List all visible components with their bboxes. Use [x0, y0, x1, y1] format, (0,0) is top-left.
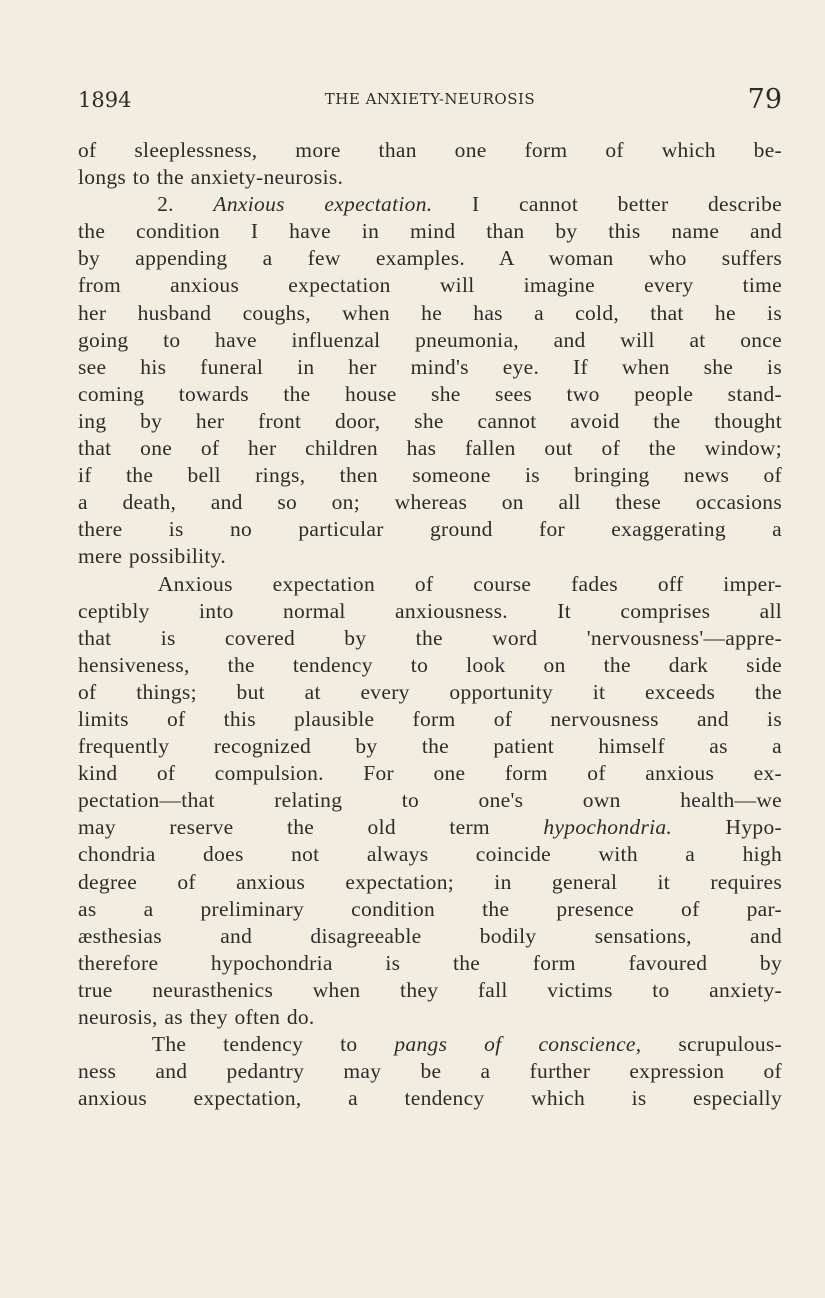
text-line — [78, 1085, 782, 1112]
text-segment: ceptibly into normal anxiousness. It comprises all — [78, 598, 782, 623]
italic-text: pangs of conscience, — [394, 1032, 642, 1057]
text-segment: neurosis, as they often do. — [78, 1005, 315, 1029]
text-segment: therefore hypochondria is the form favoured by — [78, 950, 782, 975]
text-line — [78, 191, 782, 218]
text-segment: anxious expectation, a tendency which is especially — [78, 1086, 782, 1111]
text-segment: if the bell rings, then someone is bringing news of — [78, 463, 782, 488]
text-segment: Anxious expectation of course fades off imper- — [78, 571, 782, 596]
page-number: 79 — [747, 84, 782, 115]
text-line — [78, 245, 782, 272]
text-line — [78, 137, 782, 164]
text-line — [78, 218, 782, 245]
text-segment: the condition I have in mind than by this name and — [78, 219, 782, 244]
text-line — [78, 408, 782, 435]
text-segment: of things; but at every opportunity it exceeds the — [78, 679, 782, 704]
italic-text: hypochondria. — [543, 815, 673, 840]
text-line — [78, 462, 782, 489]
text-line — [78, 1004, 782, 1031]
text-line — [78, 706, 782, 733]
text-segment: a death, and so on; whereas on all these occasions — [78, 490, 782, 515]
text-segment: 2. — [78, 192, 214, 217]
header-year: 1894 — [78, 88, 132, 112]
text-segment: ness and pedantry may be a further expression of — [78, 1059, 782, 1084]
text-line — [78, 787, 782, 814]
text-segment: there is no particular ground for exaggerating a — [78, 517, 782, 542]
text-segment: as a preliminary condition the presence of par- — [78, 896, 782, 921]
text-line — [78, 652, 782, 679]
text-line — [78, 543, 782, 570]
text-line — [78, 489, 782, 516]
text-segment: I cannot better describe — [432, 192, 783, 217]
text-segment: Hypo- — [672, 815, 782, 840]
text-line — [78, 896, 782, 923]
text-line — [78, 381, 782, 408]
text-line — [78, 327, 782, 354]
text-segment: æsthesias and disagreeable bodily sensations, and — [78, 923, 782, 948]
text-segment: chondria does not always coincide with a high — [78, 842, 782, 867]
body-text — [78, 137, 782, 1112]
text-line — [78, 1031, 782, 1058]
text-segment: of sleeplessness, more than one form of which be- — [78, 138, 782, 162]
text-segment: pectation—that relating to one's own health—we — [78, 788, 782, 813]
text-line — [78, 760, 782, 787]
text-line — [78, 841, 782, 868]
text-line — [78, 598, 782, 625]
text-segment: from anxious expectation will imagine every time — [78, 273, 782, 298]
text-line — [78, 950, 782, 977]
text-segment: may reserve the old term — [78, 815, 544, 840]
text-segment: that one of her children has fallen out of the window; — [78, 436, 782, 461]
text-line — [78, 679, 782, 706]
text-segment: her husband coughs, when he has a cold, that he is — [78, 300, 782, 325]
text-line — [78, 1058, 782, 1085]
text-segment: The tendency to — [78, 1032, 395, 1057]
italic-text: Anxious expectation. — [213, 192, 433, 217]
text-line — [78, 300, 782, 327]
text-line — [78, 272, 782, 299]
text-line — [78, 354, 782, 381]
text-segment: limits of this plausible form of nervousness and is — [78, 706, 782, 731]
text-line — [78, 814, 782, 841]
text-line — [78, 164, 782, 191]
text-segment: see his funeral in her mind's eye. If when she is — [78, 354, 782, 379]
text-segment: scrupulous- — [641, 1032, 782, 1057]
text-segment: degree of anxious expectation; in general it requires — [78, 869, 782, 894]
text-line — [78, 733, 782, 760]
text-segment: coming towards the house she sees two people stand- — [78, 381, 782, 406]
text-segment: ing by her front door, she cannot avoid the thought — [78, 408, 782, 433]
text-line — [78, 435, 782, 462]
text-segment: longs to the anxiety-neurosis. — [78, 165, 344, 190]
text-segment: true neurasthenics when they fall victims to anxiety- — [78, 977, 782, 1002]
text-line — [78, 869, 782, 896]
text-segment: mere possibility. — [78, 544, 227, 569]
text-segment: going to have influenzal pneumonia, and will at once — [78, 327, 782, 352]
text-line — [78, 625, 782, 652]
text-segment: kind of compulsion. For one form of anxious ex- — [78, 761, 782, 786]
text-segment: that is covered by the word 'nervousness'—appre- — [78, 625, 782, 650]
header-title: THE ANXIETY-NEUROSIS — [324, 90, 536, 108]
text-segment: by appending a few examples. A woman who suffers — [78, 246, 782, 271]
text-line — [78, 516, 782, 543]
text-segment: frequently recognized by the patient himself as a — [78, 734, 782, 759]
text-segment: hensiveness, the tendency to look on the dark side — [78, 652, 782, 677]
running-header — [78, 86, 782, 116]
text-line — [78, 977, 782, 1004]
text-line — [78, 923, 782, 950]
text-line — [78, 571, 782, 598]
